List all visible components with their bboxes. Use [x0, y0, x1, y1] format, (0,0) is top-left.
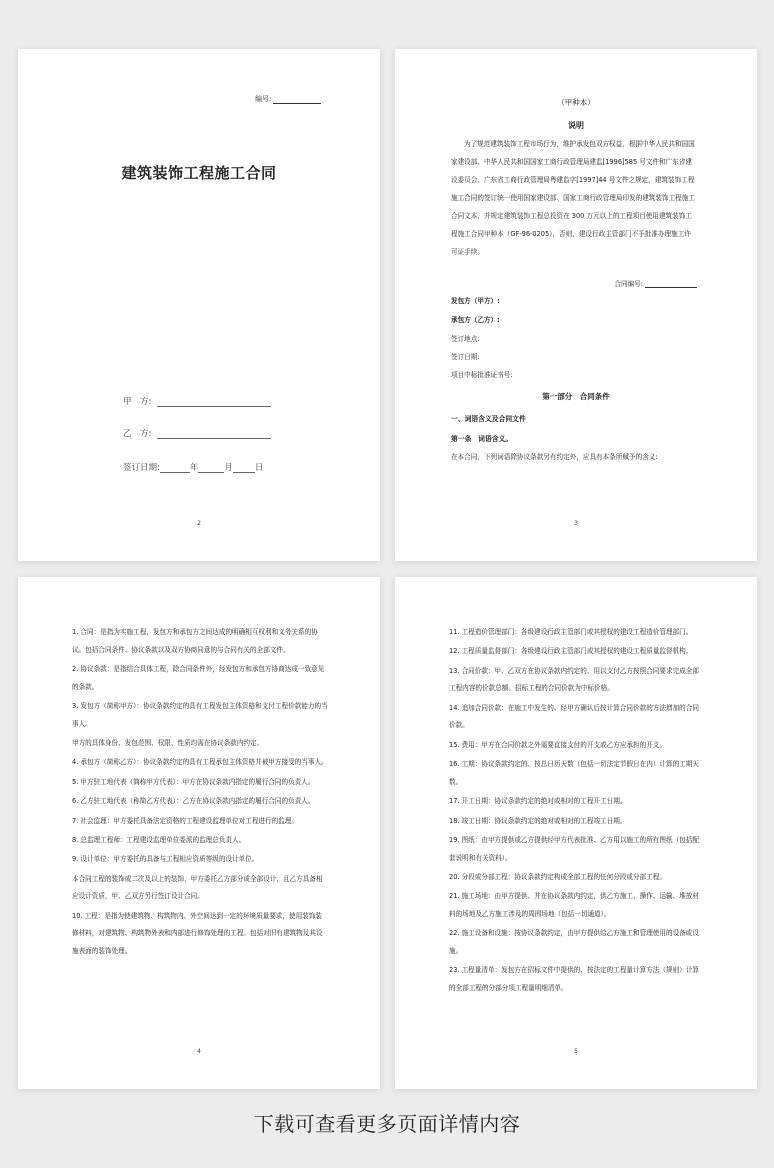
page-5-definitions	[395, 577, 757, 1089]
article-one-heading: 第一条 词语含义。	[451, 435, 513, 443]
party-b-label: 乙 方:	[123, 429, 152, 439]
list-item: 22. 施工设备和设施：按协议条款约定，由甲方提供给乙方施工和管理使用的设备或设施。	[449, 929, 699, 955]
contract-number-label: 合同编号:	[614, 280, 643, 288]
contract-number-field	[614, 278, 697, 288]
party-a-blank	[157, 406, 271, 407]
list-item: 14. 追加合同价款：在施工中发生的、经甲方确认后按计算合同价款的方法增加的合同价款。	[449, 703, 699, 730]
list-item: 6. 乙方驻工地代表（称简乙方代表）：乙方在协议条款内指定的履行合同的负责人。	[72, 797, 315, 806]
list-item: 10. 工程：是指为使建筑物、构筑物内、外空间达到一定的环境质量要求，使用装饰装修材料，对建筑物、构筑物外表和内部进行修饰处理的工程。包括对旧有建筑物及其设施表面的装饰处理。	[72, 911, 323, 955]
party-a-field	[123, 395, 271, 407]
day-label: 日	[254, 463, 264, 473]
definitions-list	[72, 624, 328, 962]
page-3-explanation	[395, 49, 757, 561]
sign-date-field	[123, 461, 263, 473]
list-item: 8. 总监理工程师：工程建设监理单位委派的监理总负责人。	[72, 835, 246, 844]
year-blank	[160, 472, 190, 473]
version-label: （甲种本）	[557, 98, 595, 107]
sign-date-field: 签订日期:	[451, 353, 480, 361]
list-item: 13. 合同价款：甲、乙双方在协议条款内约定的、用以支付乙方按照合同要求完成全部工程内容的价款总额。招标工程的合同价款为中标价格。	[449, 666, 699, 693]
download-caption: 下载可查看更多页面详情内容	[253, 1112, 521, 1136]
list-item: 2. 协议条款：是指结合具体工程，除合同条件外，经发包方和承包方协商达成一致意见的条款。	[72, 664, 325, 691]
page-4-definitions	[18, 577, 380, 1089]
month-label: 月	[224, 463, 233, 473]
list-item: 21. 施工场地：由甲方提供、并在协议条款内约定，供乙方施工、操作、运输、堆放材料的场地及乙方施工涉及的周围场地（包括一切通道）。	[449, 892, 699, 918]
list-item: 15. 费用：甲方在合同价款之外需要直接支付的开支或乙方应承担的开支。	[449, 740, 666, 749]
definitions-list	[449, 624, 705, 999]
contract-number-blank	[645, 287, 697, 288]
page-number: 2	[197, 520, 201, 527]
list-item: 5. 甲方驻工地代表（简称甲方代表）：甲方在协议条款内指定的履行合同的负责人。	[72, 777, 315, 786]
sign-date-label: 签订日期:	[123, 463, 160, 473]
list-item: 1. 合同：是指为实施工程，发包方和承包方之间达成的明确相互权利和义务关系的协议。包括合同条件、协议条款以及双方协商同意的与合同有关的全部文件。	[72, 628, 318, 654]
bid-certificate-field: 项目中标批准证书号:	[451, 371, 513, 379]
contractor-field: 承包方（乙方）:	[451, 316, 500, 324]
party-b-blank	[157, 438, 271, 439]
list-item: 4. 承包方（简称乙方）：协议条款约定的具有工程承包主体资格并被甲方接受的当事人。	[72, 758, 328, 767]
sign-place-field: 签订地点:	[451, 335, 480, 343]
year-label: 年	[189, 463, 199, 473]
list-item: 本合同工程的装饰或二次及以上的装饰，甲方委托乙方部分或全部设计，且乙方具备相应设计资质，甲、乙双方另行签订设计合同。	[72, 874, 323, 901]
page-2-cover	[18, 49, 380, 561]
month-blank	[198, 472, 224, 473]
list-item: 23. 工程量清单：发包方在招标文件中提供的、按法定的工程量计算方法（规则）计算的全部工程的分部分项工程量明细清单。	[449, 966, 699, 992]
page-number: 3	[574, 520, 578, 527]
day-blank	[233, 472, 255, 473]
list-item: 18. 竣工日期：协议条款约定的绝对或相对的工程竣工日期。	[449, 816, 627, 825]
page-number: 4	[197, 1048, 201, 1055]
list-item: 9. 设计单位：甲方委托的具备与工程相应资质等级的设计单位。	[72, 855, 259, 864]
cover-title: 建筑装饰工程施工合同	[121, 164, 277, 182]
party-a-label: 甲 方:	[123, 397, 152, 407]
page-number: 5	[574, 1048, 578, 1055]
explanation-heading: 说明	[568, 121, 584, 130]
list-item: 11. 工程造价管理部门：各级建设行政主管部门或其授权的建设工程造价管理部门。	[449, 628, 693, 636]
contract-number-label: 编号:	[255, 95, 272, 103]
explanation-text: 为了规范建筑装饰工程市场行为，维护承发包双方权益，根据中华人民共和国国家建设部、中华人民共和国国家工商行政管理局建监[1996]585 号文件和广东省建设委员会、广东省工商行政管理局粤建监字[1997]44 号文件之规定，建筑装饰工程施工合同的签订统一使用国家建设部、国家工商行政管理局印发的建筑装饰工程施工合同文本，并规定建筑装饰工程总投资在 300 万元以上的工程项目使用建筑装饰工程施工合同甲种本（GF-96-0205），否则，建设行政主管部门不予批准办理施工许可证手续。	[451, 140, 695, 256]
definitions-intro: 在本合同，下列词语除协议条款另有约定外，应具有本条所赋予的含义:	[451, 453, 658, 461]
list-item: 甲方的具体身份、发包范围、权限、性质均需在协议条款内约定。	[72, 738, 264, 747]
list-item: 20. 分段或分部工程：协议条款约定构成全部工程的任何分段或分部工程。	[449, 872, 666, 881]
part-one-title: 第一部分 合同条件	[542, 392, 610, 401]
list-item: 12. 工程质量监督部门：各级建设行政主管部门或其授权的建设工程质量监督机构。	[449, 647, 693, 656]
contract-number-blank	[273, 103, 321, 104]
party-b-row	[123, 427, 271, 439]
employer-field: 发包方（甲方）:	[451, 297, 500, 305]
list-item: 17. 开工日期：协议条款约定的绝对或相对的工程开工日期。	[449, 797, 627, 806]
contract-number-field	[255, 94, 321, 104]
list-item: 16. 工期：协议条款约定的、按总日历天数（包括一切法定节假日在内）计算的工期天数。	[449, 760, 699, 786]
section-one-heading: 一、词语含义及合同文件	[451, 415, 526, 423]
list-item: 7. 社会监理：甲方委托具备法定资格的工程建设监理单位对工程进行的监理。	[72, 816, 298, 825]
explanation-paragraph	[451, 135, 697, 261]
list-item: 3. 发包方（简称甲方）：协议条款约定的具有工程发包主体资格和支付工程价款能力的当事人。	[72, 701, 328, 728]
list-item: 19. 图纸：由甲方提供或乙方提供经甲方代表批准、乙方用以施工的所有图纸（包括配套说明和有关资料）。	[449, 835, 699, 862]
